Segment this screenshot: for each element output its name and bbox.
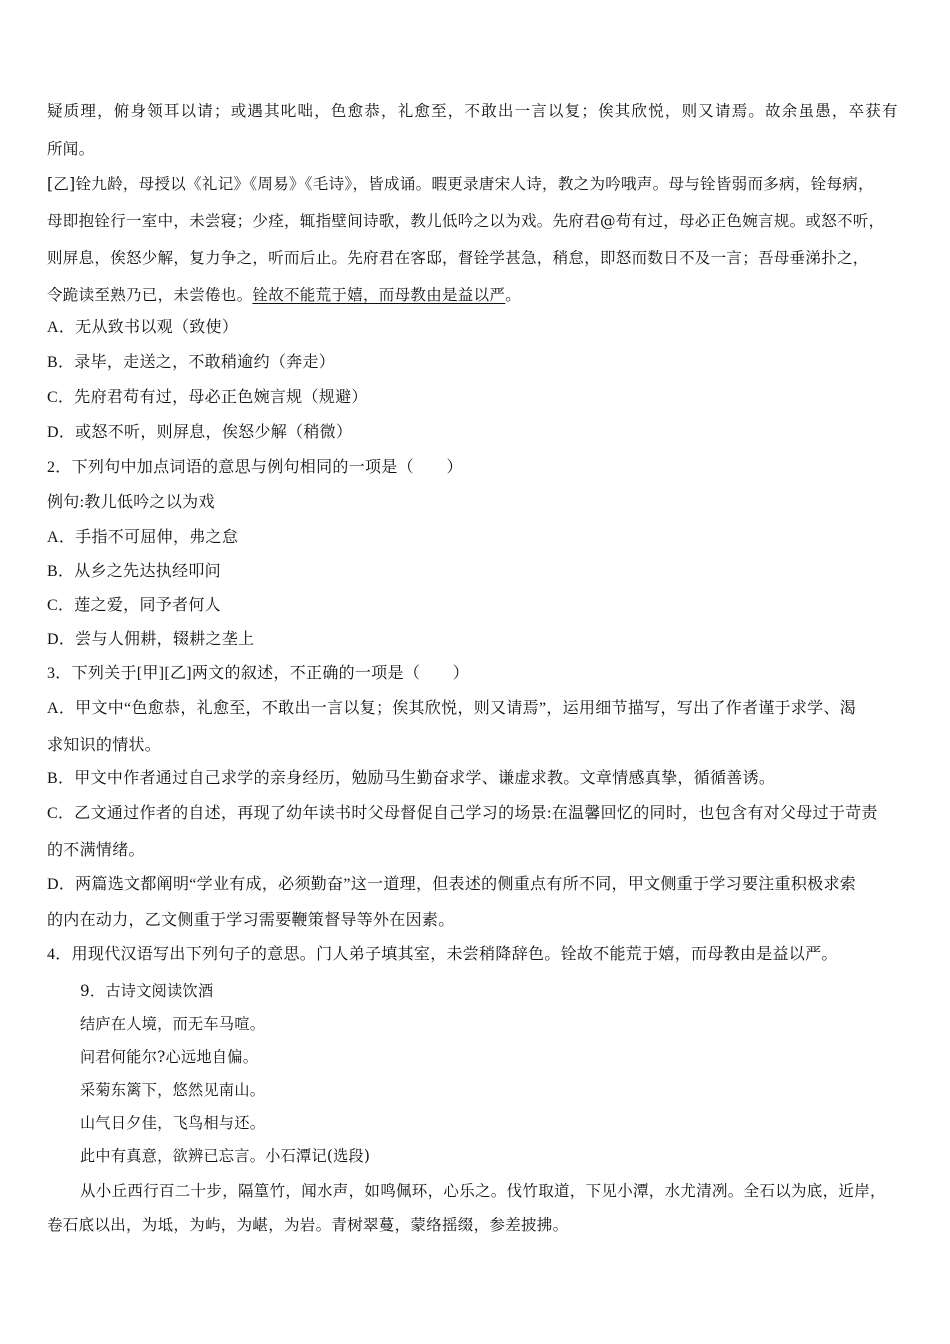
q3-option-c-line-2: 的不满情绪。 xyxy=(47,842,145,859)
passage-yi-line-2: 母即抱铨行一室中，未尝寝；少痊，辄指壁间诗歌，教儿低吟之以为戏。先府君@苟有过，母必正色婉言规。或怒不听， xyxy=(47,212,885,230)
q3-option-a-line-1: A．甲文中“色愈恭，礼愈至，不敢出一言以复；俟其欣悦，则又请焉”，运用细节描写，写出了作者谨于求学、渴 xyxy=(47,700,857,717)
passage-yi-line-4 xyxy=(47,284,907,306)
passage-yi-line-3: 则屏息，俟怒少解，复力争之，听而后止。先府君在客邸，督铨学甚急，稍怠，即怒而数日不及一言；吾母垂涕扑之， xyxy=(47,249,869,267)
q2-option-a: A．手指不可屈伸，弗之怠 xyxy=(47,529,239,546)
poem-line-1: 结庐在人境，而无车马喧。 xyxy=(80,1015,266,1033)
q1-option-b: B．录毕，走送之，不敢稍逾约（奔走） xyxy=(47,354,336,371)
q2-option-c: C．莲之爱，同予者何人 xyxy=(47,597,221,614)
poem-line-3: 采菊东篱下，悠然见南山。 xyxy=(80,1081,266,1099)
q3-stem: 3．下列关于[甲][乙]两文的叙述，不正确的一项是（ ） xyxy=(47,665,470,682)
q2-option-d: D．尝与人佣耕，辍耕之垄上 xyxy=(47,631,255,648)
q2-stem: 2．下列句中加点词语的意思与例句相同的一项是（ ） xyxy=(47,459,463,476)
prose-line-1: 从小丘西行百二十步，隔篁竹，闻水声，如鸣佩环，心乐之。伐竹取道，下见小潭，水尤清冽。全石以为底，近岸， xyxy=(80,1182,886,1200)
q3-option-d-line-2: 的内在动力，乙文侧重于学习需要鞭策督导等外在因素。 xyxy=(47,912,455,929)
q1-option-a: A．无从致书以观（致使） xyxy=(47,319,239,336)
passage-yi-underlined-sentence: 铨故不能荒于嬉，而母教由是益以严 xyxy=(252,286,506,304)
q2-option-b: B．从乡之先达执经叩问 xyxy=(47,563,221,580)
q3-option-d-line-1: D．两篇选文都阐明“学业有成，必须勤奋”这一道理，但表述的侧重点有所不同，甲文侧重于学习要注重积极求索 xyxy=(47,876,857,893)
passage-jia-line-1: 疑质理，俯身领耳以请；或遇其叱咄，色愈恭，礼愈至，不敢出一言以复；俟其欣悦，则又请焉。故余虽愚，卒获有 xyxy=(47,102,899,120)
passage-yi-line-4-end: 。 xyxy=(505,286,522,304)
q3-option-b: B．甲文中作者通过自己求学的亲身经历，勉励马生勤奋求学、谦虚求教。文章情感真挚，循循善诱。 xyxy=(47,770,776,787)
q2-example: 例句:教儿低吟之以为戏 xyxy=(47,494,215,511)
q1-option-d: D．或怒不听，则屏息，俟怒少解（稍微） xyxy=(47,424,353,441)
passage-jia-line-2: 所闻。 xyxy=(47,140,95,158)
q1-option-c: C．先府君苟有过，母必正色婉言规（规避） xyxy=(47,389,368,406)
q4-stem: 4．用现代汉语写出下列句子的意思。门人弟子填其室，未尝稍降辞色。铨故不能荒于嬉，而母教由是益以严。 xyxy=(47,946,838,963)
poem-line-2: 问君何能尔?心远地自偏。 xyxy=(80,1048,259,1066)
prose-line-2: 卷石底以出，为坻，为屿，为嵁，为岩。青树翠蔓，蒙络摇缀，参差披拂。 xyxy=(47,1216,569,1234)
poem-line-5: 此中有真意，欲辨已忘言。小石潭记(选段) xyxy=(80,1147,371,1165)
poem-line-4: 山气日夕佳，飞鸟相与还。 xyxy=(80,1114,266,1132)
q9-heading: 9．古诗文阅读饮酒 xyxy=(80,982,214,1000)
q3-option-a-line-2: 求知识的情状。 xyxy=(47,737,162,754)
passage-yi-line-4-plain: 令跪读至熟乃已，未尝倦也。 xyxy=(47,286,253,304)
passage-yi-line-1: [乙]铨九龄，母授以《礼记》《周易》《毛诗》，皆成诵。暇更录唐宋人诗，教之为吟哦声。母与铨皆弱而多病，铨每病， xyxy=(47,175,874,193)
q3-option-c-line-1: C．乙文通过作者的自述，再现了幼年读书时父母督促自己学习的场景:在温馨回忆的同时，也包含有对父母过于苛责 xyxy=(47,805,878,822)
